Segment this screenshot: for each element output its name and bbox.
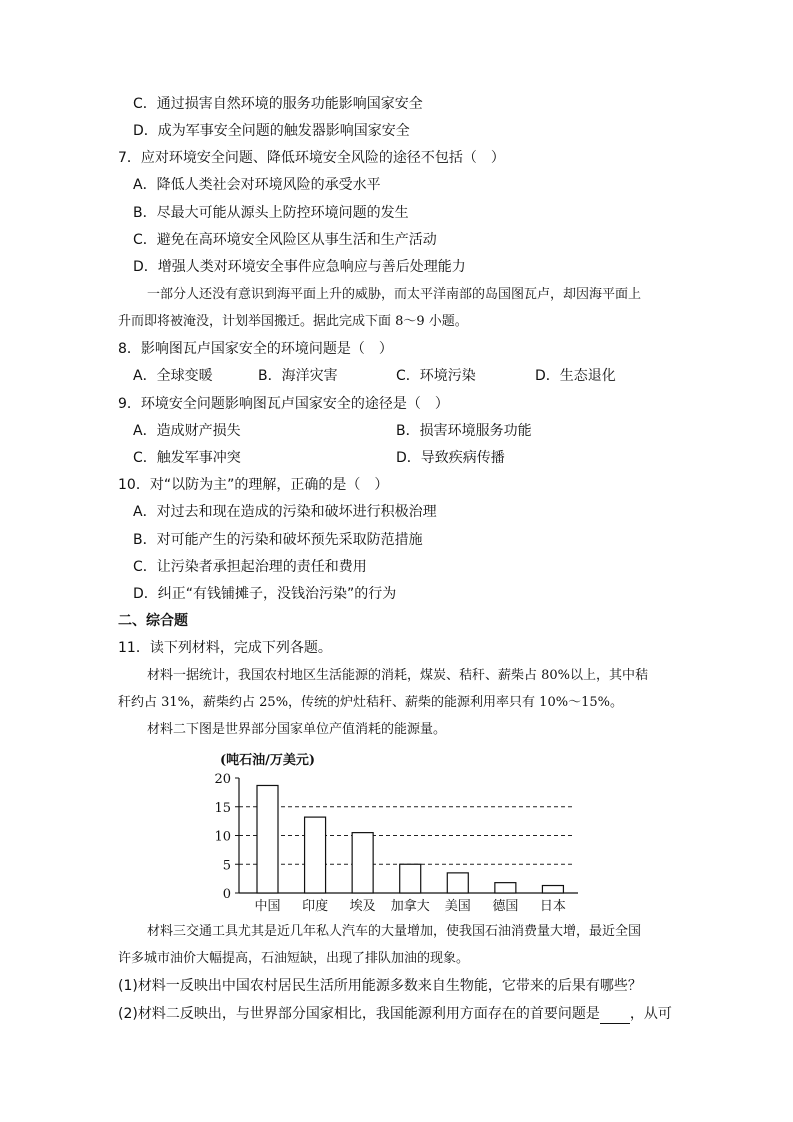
y-tick-label: 15 (214, 800, 231, 816)
q7-stem: 7．应对环境安全问题、降低环境安全风险的途径不包括（ ） (118, 150, 505, 166)
bar-6 (495, 883, 516, 893)
q9-stem: 9．环境安全问题影响图瓦卢国家安全的途径是（ ） (118, 396, 449, 412)
section-heading: 二、综合题 (118, 613, 188, 629)
q8-option-b: B．海洋灾害 (258, 368, 338, 384)
q9-option-c: C．触发军事冲突 (133, 450, 241, 466)
chart-ylabel: (吨石油/万美元) (220, 753, 316, 768)
x-tick-label: 中国 (254, 899, 281, 914)
q9-option-d: D．导致疾病传播 (396, 450, 505, 466)
material-3-line2: 许多城市油价大幅提高，石油短缺，出现了排队加油的现象。 (118, 951, 470, 966)
q9-option-a: A．造成财产损失 (133, 423, 241, 439)
bar-2 (305, 817, 326, 893)
q10-option-b: B．对可能产生的污染和破坏预先采取防范措施 (133, 532, 423, 548)
q10-option-c: C．让污染者承担起治理的责任和费用 (133, 559, 367, 575)
y-tick-label: 10 (214, 829, 231, 845)
q11-stem: 11．读下列材料，完成下列各题。 (118, 640, 332, 656)
x-tick-label: 日本 (539, 899, 566, 914)
x-tick-label: 德国 (492, 899, 519, 914)
q8-option-d: D．生态退化 (535, 368, 616, 384)
q9-option-b: B．损害环境服务功能 (396, 423, 532, 439)
material-2-intro: 材料二下图是世界部分国家单位产值消耗的能源量。 (147, 722, 447, 737)
answer-blank[interactable] (600, 1009, 630, 1024)
energy-bar-chart (210, 748, 590, 918)
x-tick-label: 埃及 (349, 899, 376, 914)
passage-8-9-line2: 升而即将被淹没，计划举国搬迁。据此完成下面 8～9 小题。 (118, 314, 468, 329)
x-tick-label: 印度 (302, 899, 329, 914)
q10-stem: 10．对“以防为主”的理解，正确的是（ ） (118, 477, 389, 493)
material-1-line2: 秆约占 31%，薪柴约占 25%，传统的炉灶秸秆、薪柴的能源利用率只有 10%～15%。 (118, 695, 623, 710)
y-tick-label: 20 (214, 772, 231, 787)
q11-sub-2-text: (2)材料二反映出，与世界部分国家相比，我国能源利用方面存在的首要问题是 (118, 1006, 600, 1022)
passage-8-9-line1: 一部分人还没有意识到海平面上升的威胁，而太平洋南部的岛国图瓦卢，却因海平面上 (147, 287, 642, 302)
material-3-line1: 材料三交通工具尤其是近几年私人汽车的大量增加，使我国石油消费量大增，最近全国 (147, 924, 642, 939)
bar-4 (400, 864, 421, 893)
q11-sub-2 (118, 1004, 672, 1024)
y-tick-label: 5 (222, 858, 231, 874)
q6-option-d: D．成为军事安全问题的触发器影响国家安全 (133, 123, 410, 139)
q8-stem: 8．影响图瓦卢国家安全的环境问题是（ ） (118, 341, 393, 357)
q8-option-a: A．全球变暖 (133, 368, 213, 384)
bar-1 (257, 785, 278, 893)
bar-5 (447, 873, 468, 893)
q11-sub-1: (1)材料一反映出中国农村居民生活所用能源多数来自生物能，它带来的后果有哪些？ (118, 978, 642, 994)
q7-option-a: A．降低人类社会对环境风险的承受水平 (133, 177, 381, 193)
bar-3 (352, 833, 373, 893)
q7-option-d: D．增强人类对环境安全事件应急响应与善后处理能力 (133, 259, 466, 275)
q8-option-c: C．环境污染 (396, 368, 476, 384)
q11-sub-2-tail: ，从可 (629, 1006, 672, 1022)
q6-option-c: C．通过损害自然环境的服务功能影响国家安全 (133, 96, 423, 112)
material-1-line1: 材料一据统计，我国农村地区生活能源的消耗，煤炭、秸秆、薪柴占 80%以上，其中秸 (147, 668, 649, 683)
q7-option-c: C．避免在高环境安全风险区从事生活和生产活动 (133, 232, 437, 248)
y-tick-label: 0 (222, 887, 231, 902)
q10-option-a: A．对过去和现在造成的污染和破坏进行积极治理 (133, 504, 437, 520)
x-tick-label: 美国 (444, 899, 471, 914)
q10-option-d: D．纠正“有钱铺摊子，没钱治污染”的行为 (133, 586, 397, 602)
x-tick-label: 加拿大 (390, 899, 430, 914)
bar-7 (542, 886, 563, 893)
q7-option-b: B．尽最大可能从源头上防控环境问题的发生 (133, 205, 409, 221)
